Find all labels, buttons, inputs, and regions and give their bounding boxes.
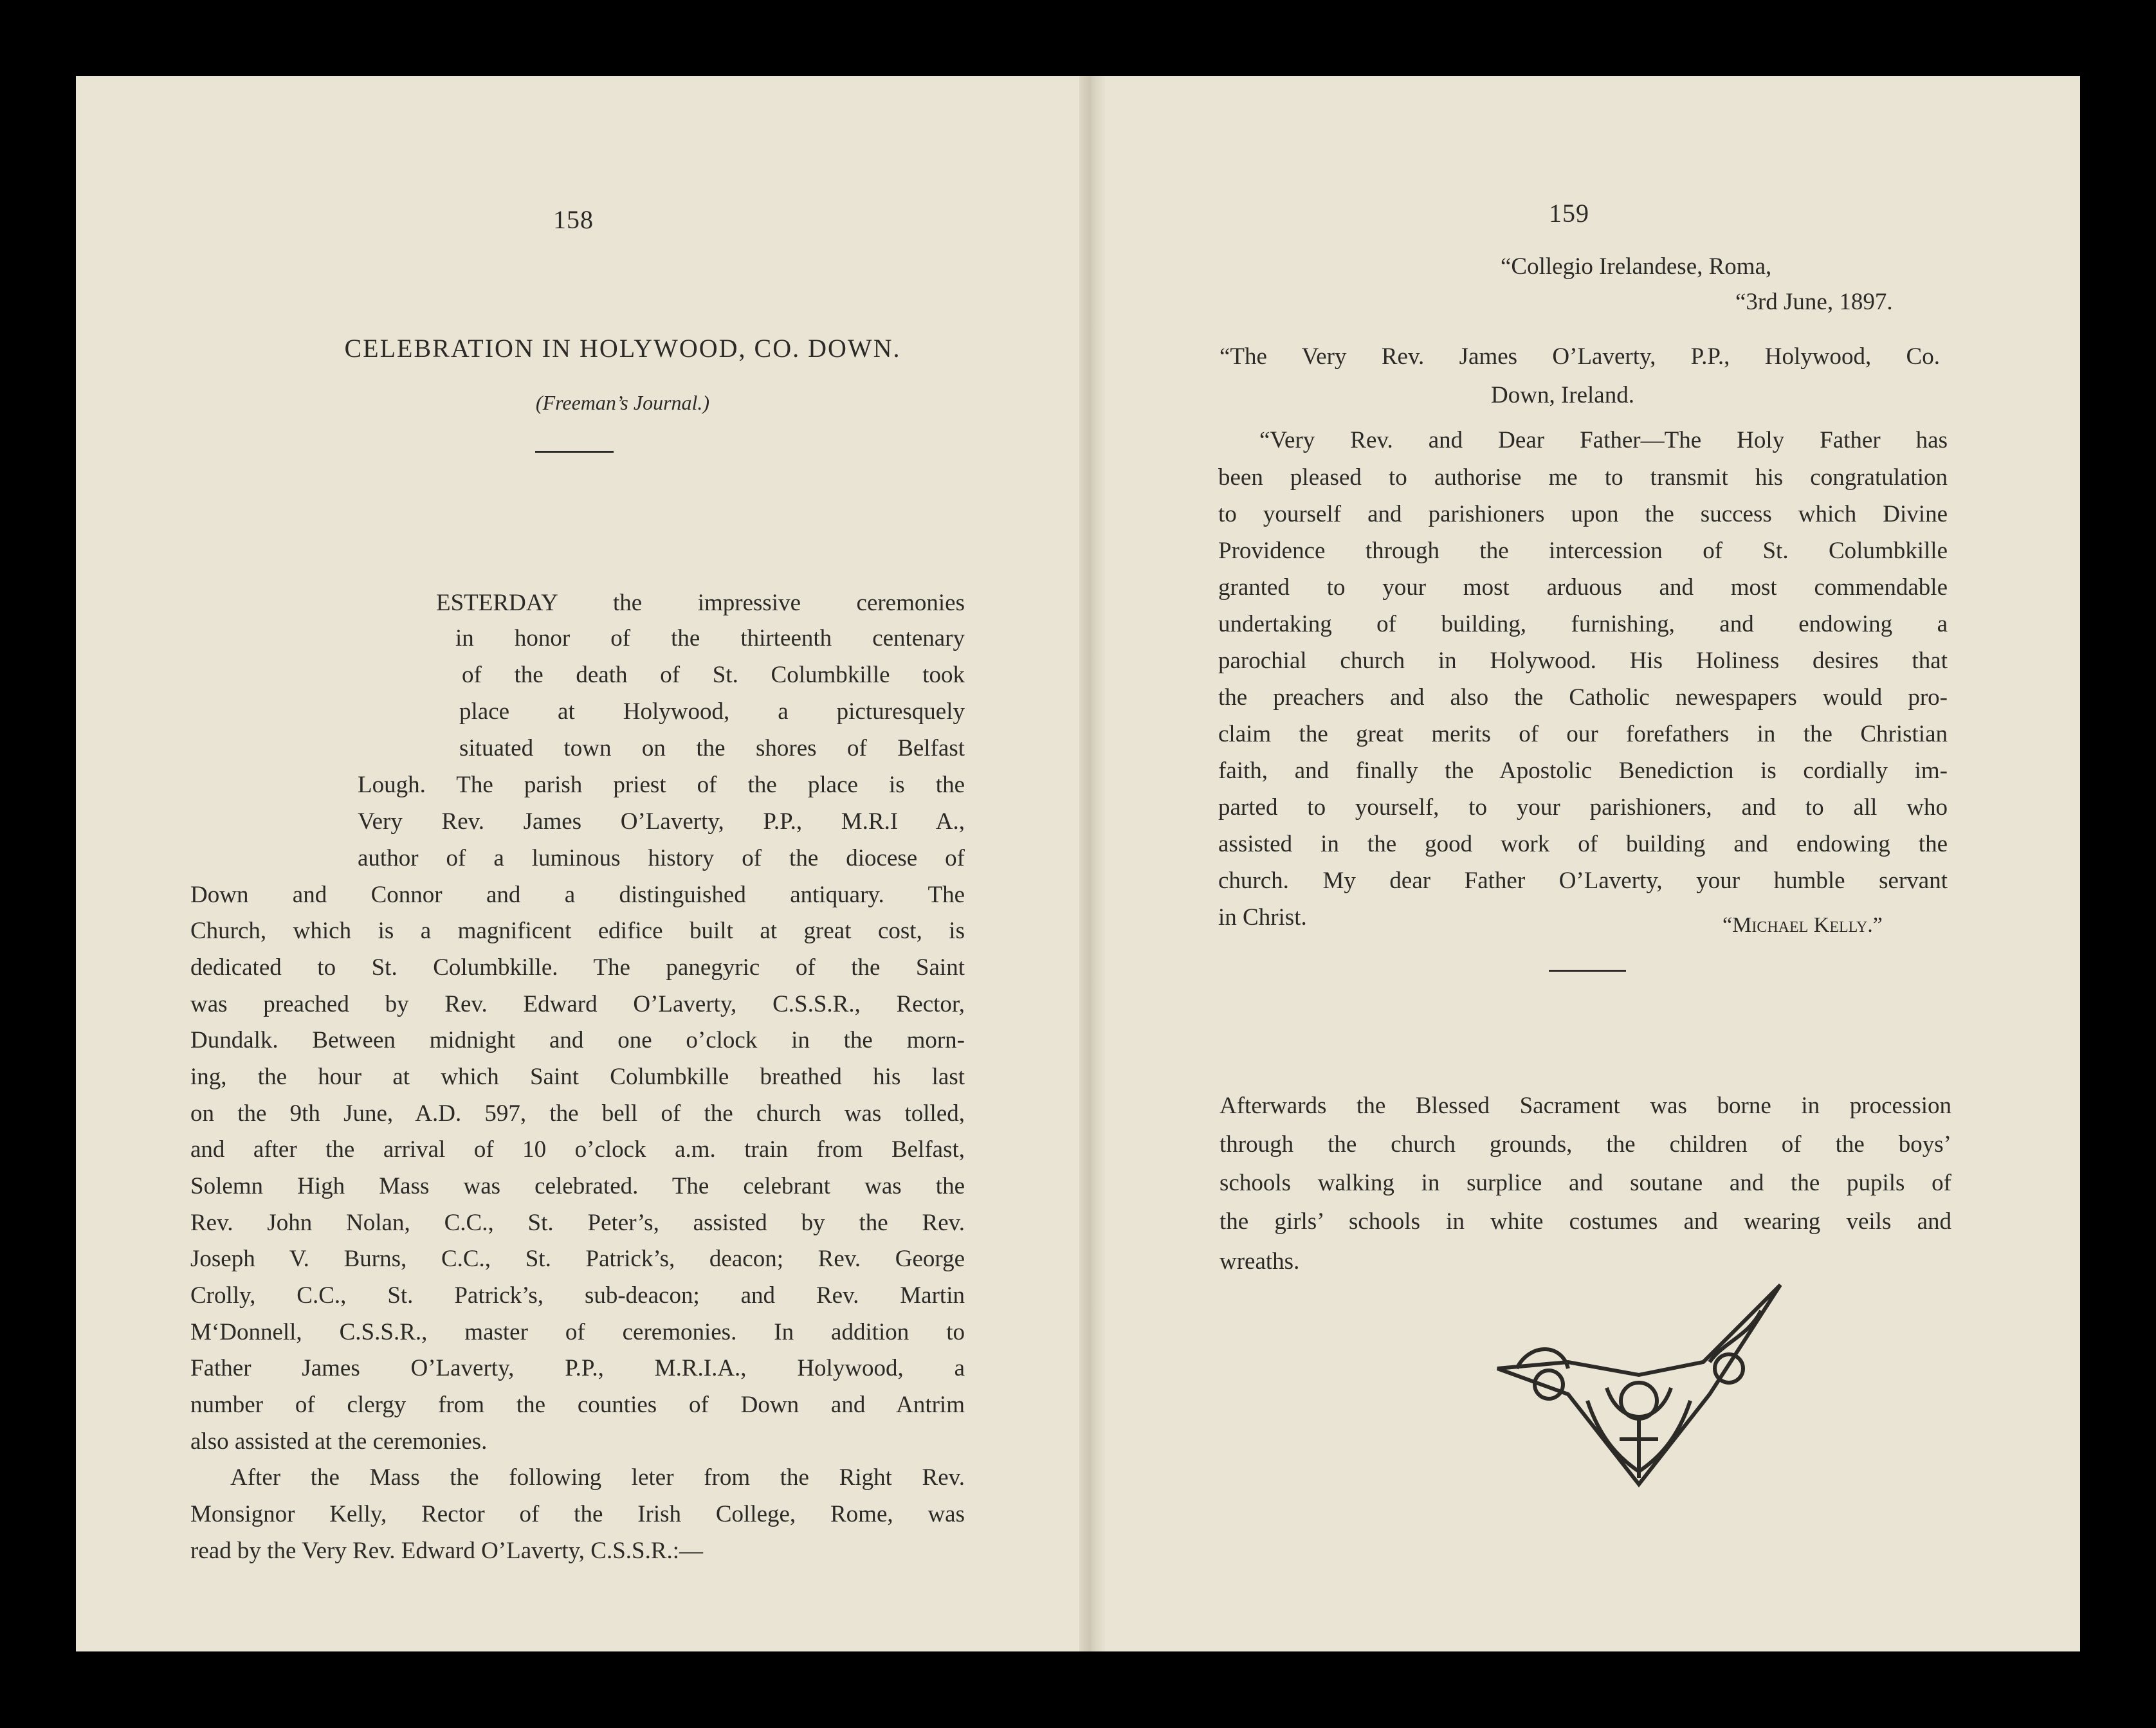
letter-line: to yourself and parishioners upon the success which Divine xyxy=(1218,501,1948,527)
section-rule xyxy=(1549,970,1626,972)
letter-line: Providence through the intercession of St. Columbkille xyxy=(1218,538,1948,564)
letter-line: in Christ. xyxy=(1218,904,1307,931)
text-line: was preached by Rev. Edward O’Laverty, C.S.S.R., Rector, xyxy=(190,991,965,1017)
page-number-left: 158 xyxy=(553,205,594,234)
letter-address: “Collegio Irelandese, Roma, xyxy=(1501,253,1772,280)
closing-line: schools walking in surplice and soutane and the pupils of xyxy=(1220,1170,1951,1196)
letter-line: faith, and finally the Apostolic Benediction is cordially im- xyxy=(1218,758,1948,784)
heading-rule xyxy=(535,451,614,453)
letter-line: claim the great merits of our forefathers in the Christian xyxy=(1218,721,1948,747)
letter-line: parted to yourself, to your parishioners, and to all who xyxy=(1218,794,1948,821)
text-line: Church, which is a magnificent edifice built at great cost, is xyxy=(190,918,965,944)
letter-line: been pleased to authorise me to transmit his congratulation xyxy=(1218,464,1948,491)
text-line: Solemn High Mass was celebrated. The celebrant was the xyxy=(190,1173,965,1199)
closing-line: through the church grounds, the children of the boys’ xyxy=(1220,1131,1951,1158)
text-line: author of a luminous history of the diocese of xyxy=(358,845,965,871)
text-line: Rev. John Nolan, C.C., St. Peter’s, assisted by the Rev. xyxy=(190,1210,965,1236)
text-line: M‘Donnell, C.S.S.R., master of ceremonies. In addition to xyxy=(190,1319,965,1345)
left-page xyxy=(76,76,1079,1651)
text-line: dedicated to St. Columbkille. The panegyric of the Saint xyxy=(190,954,965,981)
text-line: Down and Connor and a distinguished antiquary. The xyxy=(190,882,965,908)
text-line: place at Holywood, a picturesquely xyxy=(459,698,965,725)
closing-line: Afterwards the Blessed Sacrament was borne in procession xyxy=(1220,1093,1951,1119)
article-source: (Freeman’s Journal.) xyxy=(535,391,710,414)
letter-signature: “Michael Kelly.” xyxy=(1722,913,1883,937)
letter-line: the preachers and also the Catholic newespapers would pro- xyxy=(1218,684,1948,711)
book-spread xyxy=(76,76,2080,1651)
text-line: ing, the hour at which Saint Columbkille breathed his last xyxy=(190,1064,965,1090)
text-line: Joseph V. Burns, C.C., St. Patrick’s, deacon; Rev. George xyxy=(190,1246,965,1272)
text-line: Very Rev. James O’Laverty, P.P., M.R.I A., xyxy=(358,808,965,835)
text-line: on the 9th June, A.D. 597, the bell of the church was tolled, xyxy=(190,1100,965,1127)
text-line: Lough. The parish priest of the place is the xyxy=(358,772,965,798)
text-line: also assisted at the ceremonies. xyxy=(190,1428,488,1455)
letter-line: undertaking of building, furnishing, and endowing a xyxy=(1218,611,1948,637)
text-line: situated town on the shores of Belfast xyxy=(459,735,965,761)
letter-recipient-line2: Down, Ireland. xyxy=(1491,382,1634,408)
letter-line: “Very Rev. and Dear Father—The Holy Father has xyxy=(1259,427,1948,453)
article-heading: CELEBRATION IN HOLYWOOD, CO. DOWN. xyxy=(344,334,901,363)
closing-line: the girls’ schools in white costumes and wearing veils and xyxy=(1220,1208,1951,1235)
tailpiece-ornament-icon xyxy=(1491,1272,1787,1516)
text-line: Monsignor Kelly, Rector of the Irish College, Rome, was xyxy=(190,1501,965,1527)
page-number-right: 159 xyxy=(1549,199,1589,228)
book-gutter xyxy=(1079,76,1105,1651)
letter-line: granted to your most arduous and most commendable xyxy=(1218,574,1948,601)
text-line: of the death of St. Columbkille took xyxy=(462,662,965,688)
letter-date: “3rd June, 1897. xyxy=(1735,289,1893,315)
letter-line: parochial church in Holywood. His Holiness desires that xyxy=(1218,648,1948,674)
letter-line: assisted in the good work of building and endowing the xyxy=(1218,831,1948,857)
right-page xyxy=(1105,76,2080,1651)
text-line: in honor of the thirteenth centenary xyxy=(455,625,965,651)
closing-line: wreaths. xyxy=(1220,1248,1300,1275)
text-line: After the Mass the following leter from the Right Rev. xyxy=(230,1464,965,1491)
text-line: read by the Very Rev. Edward O’Laverty, C.S.S.R.:— xyxy=(190,1538,704,1564)
text-line: Dundalk. Between midnight and one o’clock in the morn- xyxy=(190,1027,965,1053)
text-line: ESTERDAY the impressive ceremonies xyxy=(436,590,965,616)
text-line: Crolly, C.C., St. Patrick’s, sub-deacon; and Rev. Martin xyxy=(190,1282,965,1309)
letter-recipient: “The Very Rev. James O’Laverty, P.P., Holywood, Co. xyxy=(1220,343,1940,370)
text-line: number of clergy from the counties of Down and Antrim xyxy=(190,1392,965,1418)
text-line: and after the arrival of 10 o’clock a.m. train from Belfast, xyxy=(190,1136,965,1163)
text-line: Father James O’Laverty, P.P., M.R.I.A., Holywood, a xyxy=(190,1355,965,1381)
letter-line: church. My dear Father O’Laverty, your humble servant xyxy=(1218,868,1948,894)
